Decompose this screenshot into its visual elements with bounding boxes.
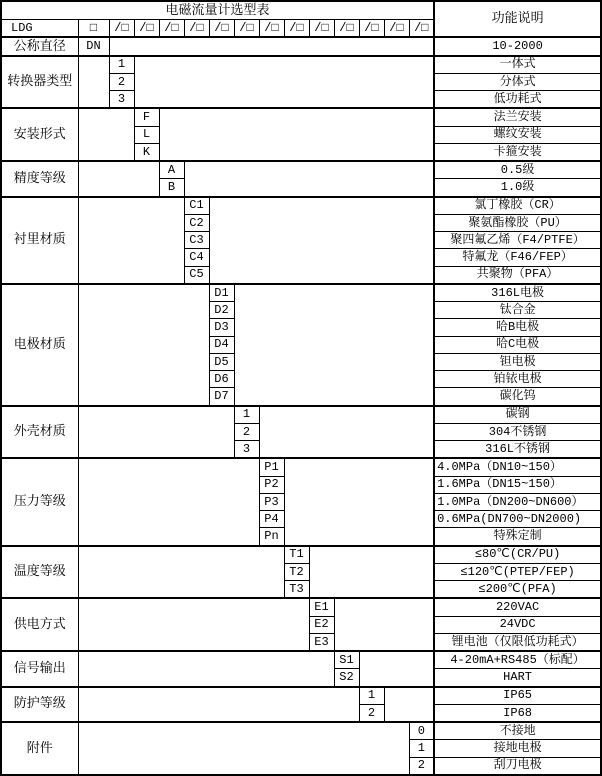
code-cell: 3 xyxy=(109,91,134,109)
function-cell: HART xyxy=(434,669,601,687)
function-cell: IP65 xyxy=(434,687,601,705)
category-label: 附件 xyxy=(1,722,78,775)
category-label: 供电方式 xyxy=(1,598,78,651)
spacer-cell xyxy=(78,56,109,109)
code-cell: 0 xyxy=(409,722,434,740)
code-cell: C1 xyxy=(184,197,209,215)
spacer-cell xyxy=(78,598,309,651)
code-cell: 2 xyxy=(234,423,259,440)
spacer-cell xyxy=(78,197,184,284)
code-cell: D7 xyxy=(209,388,234,406)
model-code-slot: /□ xyxy=(209,20,234,38)
code-cell: P1 xyxy=(259,458,284,476)
code-cell: T1 xyxy=(284,546,309,564)
category-label: 温度等级 xyxy=(1,546,78,599)
model-code-slot: /□ xyxy=(359,20,384,38)
category-label: 转换器类型 xyxy=(1,56,78,109)
function-cell: 碳钢 xyxy=(434,406,601,424)
spacer-cell xyxy=(234,284,434,406)
category-label: 公称直径 xyxy=(1,37,78,55)
code-cell: P3 xyxy=(259,493,284,510)
function-cell: 哈C电极 xyxy=(434,336,601,353)
code-cell: 1 xyxy=(359,687,384,705)
spacer-cell xyxy=(78,406,234,459)
spacer-cell xyxy=(359,651,434,687)
spacer-cell xyxy=(384,687,434,723)
model-code-slot: /□ xyxy=(134,20,159,38)
function-cell: 钽电极 xyxy=(434,353,601,370)
function-cell: 10-2000 xyxy=(434,37,601,55)
code-cell: P4 xyxy=(259,511,284,528)
code-cell: F xyxy=(134,108,159,126)
model-code-slot: /□ xyxy=(184,20,209,38)
category-label: 防护等级 xyxy=(1,687,78,723)
option-row xyxy=(1,161,601,179)
function-cell: 法兰安装 xyxy=(434,108,601,126)
spacer-cell xyxy=(284,458,434,545)
code-cell: D6 xyxy=(209,371,234,388)
code-cell: 2 xyxy=(409,757,434,775)
function-cell: 分体式 xyxy=(434,73,601,90)
spacer-cell xyxy=(184,161,434,197)
function-cell: 0.6MPa(DN700~DN2000) xyxy=(434,511,601,528)
code-cell: P2 xyxy=(259,476,284,493)
spacer-cell xyxy=(78,651,334,687)
function-cell: ≤80℃(CR/PU) xyxy=(434,546,601,564)
function-cell: 铂铱电极 xyxy=(434,371,601,388)
option-row xyxy=(1,687,601,705)
code-cell: S2 xyxy=(334,669,359,687)
model-code-slot: /□ xyxy=(159,20,184,38)
option-row xyxy=(1,722,601,740)
function-cell: 304不锈钢 xyxy=(434,423,601,440)
code-cell: C4 xyxy=(184,249,209,266)
code-cell: S1 xyxy=(334,651,359,669)
spacer-cell xyxy=(78,722,409,775)
function-cell: 一体式 xyxy=(434,56,601,74)
code-cell: C3 xyxy=(184,232,209,249)
spacer-cell xyxy=(78,687,359,723)
function-cell: 24VDC xyxy=(434,616,601,633)
function-cell: 特殊定制 xyxy=(434,528,601,546)
code-cell: D4 xyxy=(209,336,234,353)
spacer-cell xyxy=(259,406,434,459)
model-code-slot: /□ xyxy=(234,20,259,38)
function-cell: 低功耗式 xyxy=(434,91,601,109)
model-code-slot: /□ xyxy=(334,20,359,38)
category-label: 压力等级 xyxy=(1,458,78,545)
option-row xyxy=(1,197,601,215)
function-cell: 1.6MPa（DN15~150） xyxy=(434,476,601,493)
option-row xyxy=(1,458,601,476)
function-cell: 特氟龙（F46/FEP） xyxy=(434,249,601,266)
code-cell: E2 xyxy=(309,616,334,633)
function-cell: 卡箍安装 xyxy=(434,143,601,161)
function-cell: 4-20mA+RS485（标配） xyxy=(434,651,601,669)
spacer-cell xyxy=(78,284,209,406)
code-cell: 3 xyxy=(234,441,259,459)
option-row xyxy=(1,406,601,424)
code-cell: T3 xyxy=(284,581,309,599)
option-row xyxy=(1,56,601,74)
function-cell: 1.0级 xyxy=(434,179,601,197)
category-label: 衬里材质 xyxy=(1,197,78,284)
code-cell: DN xyxy=(78,37,109,55)
function-cell: 氯丁橡胶（CR） xyxy=(434,197,601,215)
code-cell: 1 xyxy=(234,406,259,424)
code-cell: A xyxy=(159,161,184,179)
code-cell: D2 xyxy=(209,302,234,319)
category-label: 电极材质 xyxy=(1,284,78,406)
function-cell: 锂电池（仅限低功耗式） xyxy=(434,633,601,651)
category-label: 精度等级 xyxy=(1,161,78,197)
function-cell: 刮刀电极 xyxy=(434,757,601,775)
code-cell: Pn xyxy=(259,528,284,546)
function-column-header: 功能说明 xyxy=(434,1,601,37)
function-cell: ≤200℃(PFA) xyxy=(434,581,601,599)
code-cell: B xyxy=(159,179,184,197)
function-cell: 螺纹安装 xyxy=(434,126,601,143)
code-cell: C5 xyxy=(184,266,209,284)
spacer-cell xyxy=(309,546,434,599)
code-cell: D5 xyxy=(209,353,234,370)
code-cell: 1 xyxy=(109,56,134,74)
model-code-box: □ xyxy=(78,20,109,38)
model-code-slot: /□ xyxy=(384,20,409,38)
function-cell: 4.0MPa（DN10~150） xyxy=(434,458,601,476)
code-cell: E1 xyxy=(309,598,334,616)
spacer-cell xyxy=(78,108,134,161)
function-cell: IP68 xyxy=(434,704,601,722)
model-code-slot: /□ xyxy=(284,20,309,38)
diameter-row xyxy=(1,37,601,55)
model-code-slot: /□ xyxy=(109,20,134,38)
function-cell: 220VAC xyxy=(434,598,601,616)
function-cell: 316L不锈钢 xyxy=(434,441,601,459)
spacer-cell xyxy=(109,37,434,55)
code-cell: E3 xyxy=(309,633,334,651)
spacer-cell xyxy=(334,598,434,651)
function-cell: 碳化钨 xyxy=(434,388,601,406)
option-row xyxy=(1,598,601,616)
category-label: 安装形式 xyxy=(1,108,78,161)
function-cell: 聚氨酯橡胶（PU） xyxy=(434,214,601,231)
code-cell: 2 xyxy=(109,73,134,90)
spacer-cell xyxy=(134,56,434,109)
spacer-cell xyxy=(78,458,259,545)
function-cell: 哈B电极 xyxy=(434,319,601,336)
function-cell: 共聚物（PFA） xyxy=(434,266,601,284)
function-cell: 1.0MPa（DN200~DN600） xyxy=(434,493,601,510)
spacer-cell xyxy=(209,197,434,284)
function-cell: 316L电极 xyxy=(434,284,601,302)
code-cell: 1 xyxy=(409,740,434,757)
function-cell: 聚四氟乙烯（F4/PTFE） xyxy=(434,232,601,249)
model-code-slot: /□ xyxy=(259,20,284,38)
function-cell: 钛合金 xyxy=(434,302,601,319)
code-cell: K xyxy=(134,143,159,161)
page-title: 电磁流量计选型表 xyxy=(1,1,434,20)
code-cell: C2 xyxy=(184,214,209,231)
code-cell: 2 xyxy=(359,704,384,722)
code-cell: D3 xyxy=(209,319,234,336)
code-cell: T2 xyxy=(284,563,309,580)
option-row xyxy=(1,546,601,564)
model-code-slot: /□ xyxy=(409,20,434,38)
option-row xyxy=(1,284,601,302)
spacer-cell xyxy=(159,108,434,161)
model-prefix: LDG xyxy=(1,20,78,38)
category-label: 外壳材质 xyxy=(1,406,78,459)
code-cell: L xyxy=(134,126,159,143)
option-row xyxy=(1,108,601,126)
spacer-cell xyxy=(78,546,284,599)
model-code-slot: /□ xyxy=(309,20,334,38)
code-cell: D1 xyxy=(209,284,234,302)
function-cell: ≤120℃(PTEP/FEP) xyxy=(434,563,601,580)
spacer-cell xyxy=(78,161,159,197)
function-cell: 0.5级 xyxy=(434,161,601,179)
function-cell: 接地电极 xyxy=(434,740,601,757)
function-cell: 不接地 xyxy=(434,722,601,740)
option-row xyxy=(1,651,601,669)
category-label: 信号输出 xyxy=(1,651,78,687)
